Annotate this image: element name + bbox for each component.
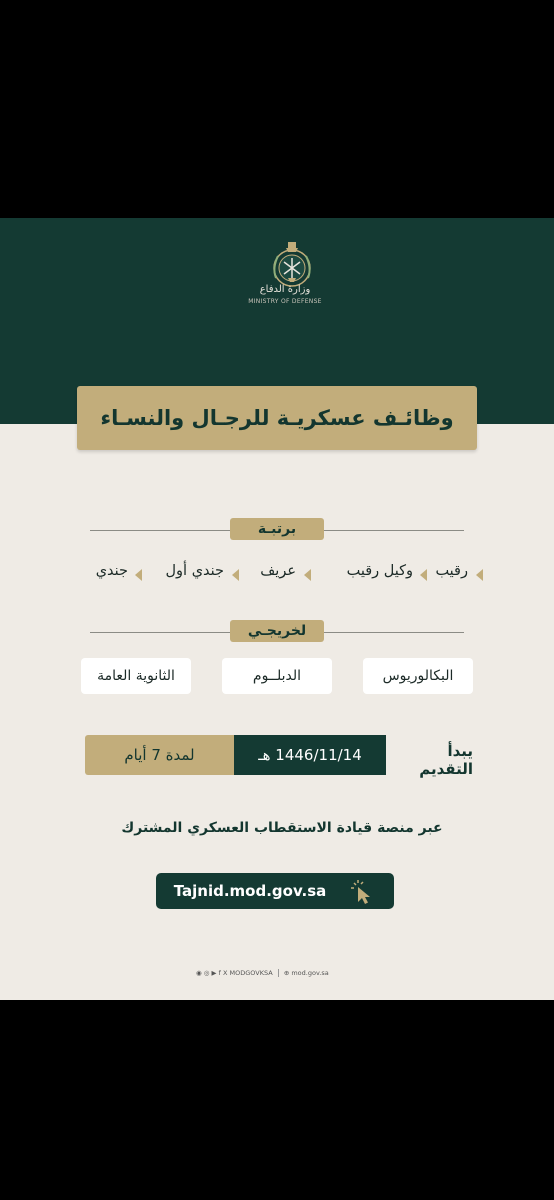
footer-website: mod.gov.sa <box>291 969 329 977</box>
recruitment-poster <box>0 218 554 1000</box>
platform-text: عبر منصة قيادة الاستقطاب العسكري المشترك <box>121 820 443 836</box>
cursor-click-icon <box>349 879 375 905</box>
page-title: وظائـف عسكريـة للرجـال والنسـاء <box>100 406 454 430</box>
rank-item: جندي <box>95 563 128 579</box>
rank-item: جندي أول <box>165 563 224 579</box>
logo-english-text: MINISTRY OF DEFENSE <box>248 298 322 305</box>
url-button[interactable] <box>156 873 394 909</box>
qualification-badge: البكالوريوس <box>363 658 473 694</box>
rank-bullet-icon <box>420 569 427 581</box>
rank-item: رقيب <box>435 563 468 579</box>
snapchat-icon: ◉ <box>196 969 202 977</box>
rank-item: وكيل رقيب <box>346 563 413 579</box>
apply-duration: لمدة 7 أيام <box>85 735 234 775</box>
url-text[interactable]: Tajnid.mod.gov.sa <box>173 882 327 900</box>
facebook-icon: f <box>218 969 221 977</box>
apply-date: 1446/11/14 هـ <box>234 735 386 775</box>
globe-icon: ⊕ <box>283 969 290 977</box>
graduates-section-label: لخريجـي <box>230 620 324 642</box>
footer-handle: MODGOVKSA <box>229 969 273 977</box>
rank-bullet-icon <box>135 569 142 581</box>
rank-section-label: برتبـة <box>230 518 324 540</box>
apply-start-label: يبدأ التقديم <box>419 742 473 778</box>
instagram-icon: ◎ <box>203 969 210 977</box>
x-icon: X <box>222 969 228 977</box>
footer-separator <box>278 969 279 977</box>
rank-bullet-icon <box>476 569 483 581</box>
youtube-icon: ▶ <box>211 969 217 977</box>
logo-arabic-text: وزارة الدفاع <box>259 284 311 295</box>
qualification-badge: الثانوية العامة <box>81 658 191 694</box>
rank-bullet-icon <box>304 569 311 581</box>
rank-item: عريف <box>260 563 296 579</box>
qualification-badge: الدبلــوم <box>222 658 332 694</box>
title-banner <box>77 386 477 450</box>
rank-bullet-icon <box>232 569 239 581</box>
footer <box>196 969 376 981</box>
